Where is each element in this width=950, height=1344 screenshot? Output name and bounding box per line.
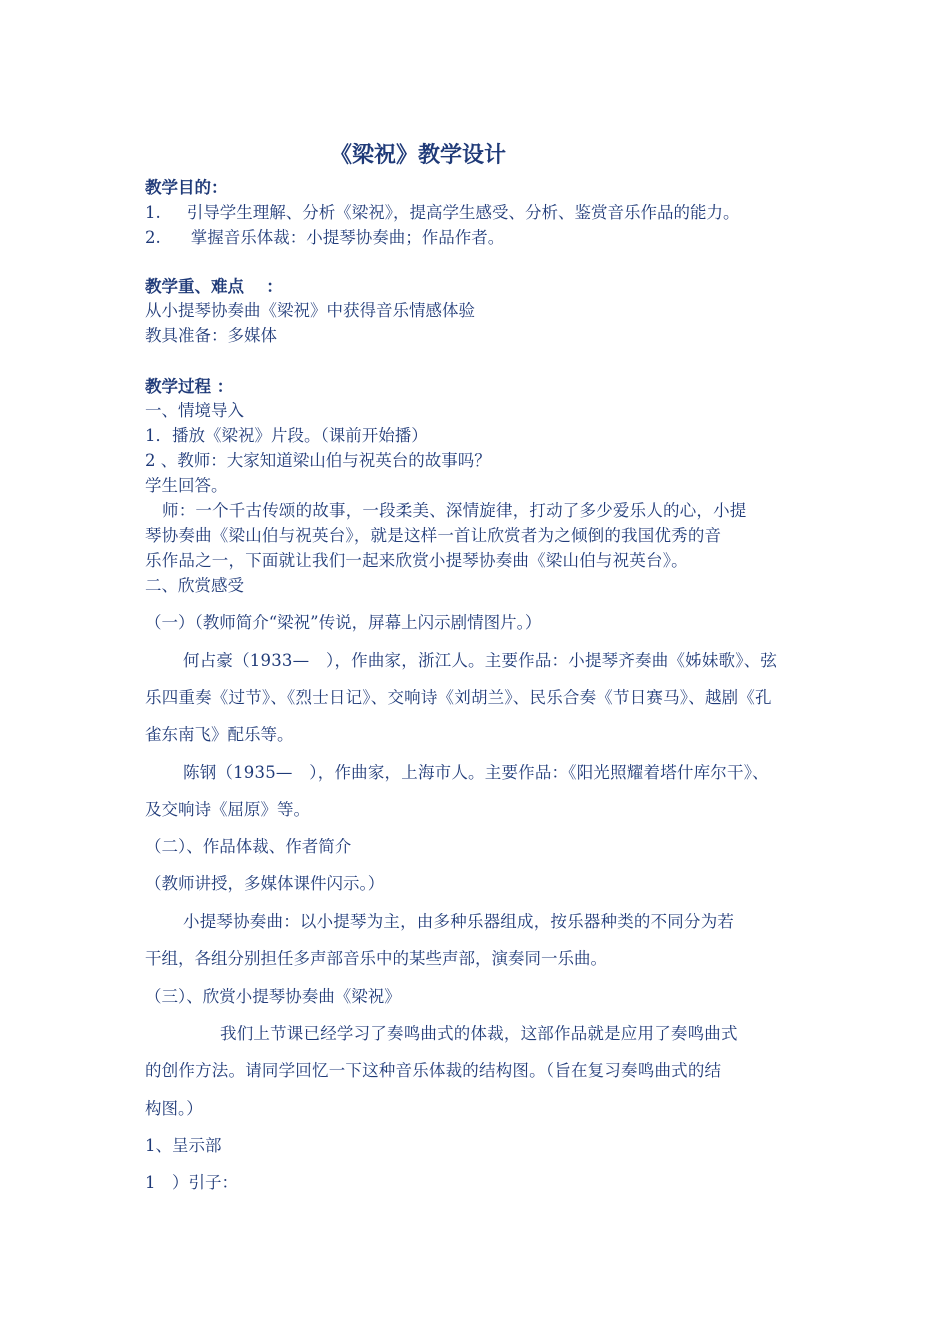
teacher-paragraph-line-2: 琴协奏曲《梁山伯与祝英台》，就是这样一首让欣赏者为之倾倒的我国优秀的音 [145,526,722,545]
section-1-title: 一、情境导入 [145,401,244,420]
sonata-line-2: 的创作方法。请同学回忆一下这种音乐体裁的结构图。（旨在复习奏鸣曲式的结 [145,1061,722,1080]
goal-1 [145,202,740,224]
section-1-item-1: 1．播放《梁祝》片段。（课前开始播） [145,426,428,445]
goal-2-text: 掌握音乐体裁：小提琴协奏曲；作品作者。 [190,228,505,247]
goal-2 [145,227,504,249]
key-points-text: 从小提琴协奏曲《梁祝》中获得音乐情感体验 [145,301,475,320]
subsection-1-title: （一）（教师简介“梁祝”传说，屏幕上闪示剧情图片。） [145,613,542,632]
introduction-heading: 1 ）引子： [145,1173,238,1192]
exposition-heading: 1、呈示部 [145,1136,222,1155]
subsection-3-title: （三）、欣赏小提琴协奏曲《梁祝》 [145,987,401,1006]
subsection-2-note: （教师讲授，多媒体课件闪示。） [145,874,385,893]
goal-2-number: 2. [145,228,161,247]
he-zhanhao-line-2: 乐四重奏《过节》、《烈士日记》、交响诗《刘胡兰》、民乐合奏《节日赛马》、越剧《孔 [145,688,772,707]
violin-concerto-line-1: 小提琴协奏曲：以小提琴为主，由多种乐器组成，按乐器种类的不同分为若 [183,912,735,931]
document-title: 《梁祝》教学设计 [330,142,507,168]
teacher-paragraph-line-1: 师：一个千古传颂的故事，一段柔美、深情旋律，打动了多少爱乐人的心，小提 [162,501,747,520]
teaching-tools: 教具准备：多媒体 [145,326,277,345]
key-points-heading: 教学重、难点 ： [145,277,283,296]
process-heading: 教学过程 ： [145,377,234,396]
chen-gang-line-2: 及交响诗《屈原》等。 [145,800,310,819]
goals-heading: 教学目的： [145,178,228,197]
sonata-line-1: 我们上节课已经学习了奏鸣曲式的体裁，这部作品就是应用了奏鸣曲式 [220,1024,738,1043]
student-answer: 学生回答。 [145,476,228,495]
teacher-paragraph-line-3: 乐作品之一，下面就让我们一起来欣赏小提琴协奏曲《梁山伯与祝英台》。 [145,551,688,570]
chen-gang-line-1: 陈钢（1935— ），作曲家，上海市人。主要作品：《阳光照耀着塔什库尔干》、 [183,763,769,782]
sonata-line-3: 构图。） [145,1099,203,1118]
goal-1-text: 引导学生理解、分析《梁祝》，提高学生感受、分析、鉴赏音乐作品的能力。 [186,203,740,222]
subsection-2-title: （二）、作品体裁、作者简介 [145,837,352,856]
section-1-item-2: 2 、教师：大家知道梁山伯与祝英台的故事吗？ [145,451,491,470]
section-2-title: 二、欣赏感受 [145,576,244,595]
he-zhanhao-line-3: 雀东南飞》配乐等。 [145,725,294,744]
goal-1-number: 1. [145,203,161,222]
violin-concerto-line-2: 干组，各组分别担任多声部音乐中的某些声部，演奏同一乐曲。 [145,949,607,968]
he-zhanhao-line-1: 何占豪（1933— ），作曲家，浙江人。主要作品：小提琴齐奏曲《姊妹歌》、弦 [183,651,778,670]
